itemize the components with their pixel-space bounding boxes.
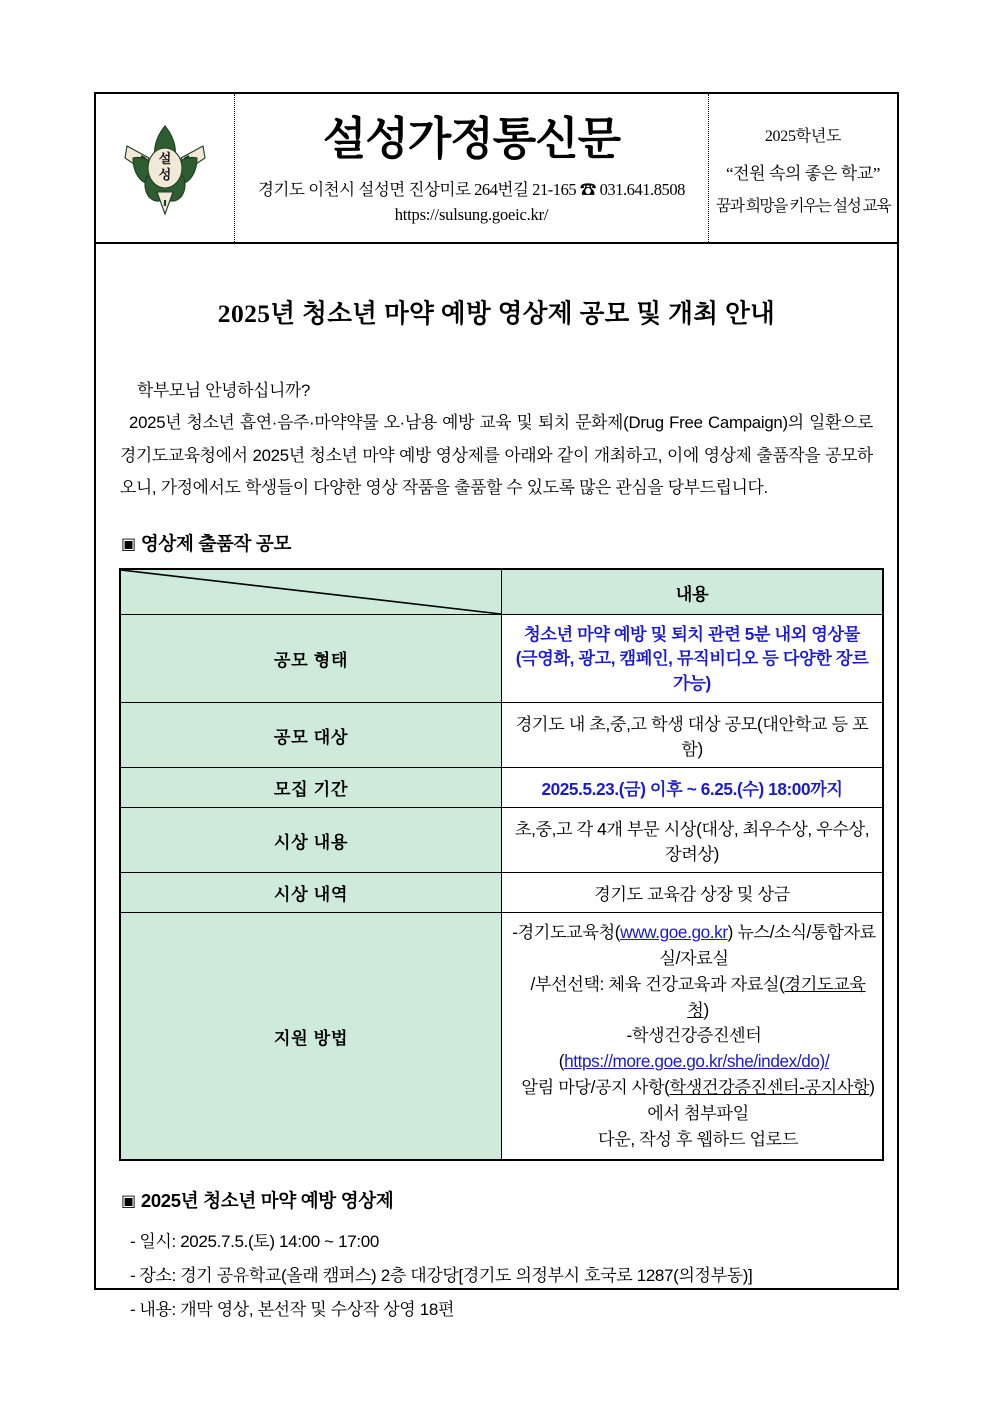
row-value-prize: 경기도 교육감 상장 및 상금 xyxy=(502,873,884,913)
list-item xyxy=(130,1293,875,1327)
apply-line-4 xyxy=(512,1075,876,1127)
masthead-slogan-cell xyxy=(709,94,897,242)
row-label-apply: 지원 방법 xyxy=(120,913,502,1161)
row-label-form: 공모 형태 xyxy=(120,615,502,703)
dash-marker: - xyxy=(130,1300,136,1320)
row-value-apply xyxy=(502,913,884,1161)
svg-text:설: 설 xyxy=(158,152,172,167)
square-bullet-icon: ▣ xyxy=(121,536,136,553)
table-header-content: 내용 xyxy=(502,569,884,615)
form-line1: 청소년 마약 예방 및 퇴치 관련 5분 내외 영상물 xyxy=(524,624,860,644)
apply-l4-underlined: 학생건강증진센터-공지사항 xyxy=(669,1077,870,1098)
greeting-line: 학부모님 안녕하십니까? xyxy=(137,381,311,400)
masthead-center xyxy=(235,94,709,242)
form-line2: (극영화, 광고, 캠페인, 뮤직비디오 등 다양한 장르 가능) xyxy=(515,648,869,693)
submission-info-table xyxy=(119,568,884,1161)
school-logo-cell xyxy=(96,94,235,242)
apply-l2-prefix: /부선선택: 체육 건강교육과 자료실( xyxy=(530,973,785,994)
apply-line-5: 다운, 작성 후 웹하드 업로드 xyxy=(597,1128,799,1149)
school-address: 경기도 이천시 설성면 진상미로 264번길 21-165 ☎ 031.641.8508 xyxy=(258,179,685,199)
intro-paragraph: 2025년 청소년 흡연·음주·마약약물 오·남용 예방 교육 및 퇴치 문화제(Drug Free Campaign)의 일환으로 경기도교육청에서 2025년 청소년 마약 예방 영상제를 아래와 같이 개최하고, 이에 영상제 출품작을 공모하오니, 가정에서도 학생들이 다양한 영상 작품을 출품할 수 있도록 많은 관심을 당부드립니다. xyxy=(120,413,873,497)
table-row xyxy=(120,913,883,1161)
row-value-form xyxy=(502,615,884,703)
apply-l1-suffix: ) 뉴스/소식/통합자료실/자료실 xyxy=(659,922,876,969)
row-label-prize: 시상 내역 xyxy=(120,873,502,913)
event-datetime: 일시: 2025.7.5.(토) 14:00 ~ 17:00 xyxy=(139,1232,379,1252)
event-content: 내용: 개막 영상, 본선작 및 수상작 상영 18편 xyxy=(139,1300,455,1320)
table-corner-diagonal-cell xyxy=(120,569,502,615)
page-title: 2025년 청소년 마약 예방 영상제 공모 및 개최 안내 xyxy=(217,299,776,328)
event-detail-list xyxy=(118,1225,875,1327)
apply-l4-prefix: 알림 마당/공지 사항( xyxy=(521,1077,670,1098)
paper-title: 설성가정통신문 xyxy=(322,114,621,165)
dash-marker: - xyxy=(130,1232,136,1252)
apply-line-1 xyxy=(512,922,875,968)
apply-l2-underlined: 경기도교육청 xyxy=(687,973,866,1020)
table-row xyxy=(120,768,883,808)
row-label-period: 모집 기간 xyxy=(120,768,502,808)
svg-text:성: 성 xyxy=(158,168,172,183)
section2-heading-label: 2025년 청소년 마약 예방 영상제 xyxy=(140,1190,394,1212)
section-heading-festival xyxy=(118,1187,875,1213)
event-venue: 장소: 경기 공유학교(올래 캠퍼스) 2층 대강당[경기도 의정부시 호국로 1287(의정부동)] xyxy=(139,1266,753,1286)
more-goe-link[interactable]: https://more.goe.go.kr/she/index/do)/ xyxy=(564,1051,830,1072)
row-label-awards: 시상 내용 xyxy=(120,808,502,873)
apply-line-3 xyxy=(559,1025,829,1071)
dash-marker: - xyxy=(130,1266,136,1286)
school-slogan: 꿈과 희망을 키우는 설성 교육 xyxy=(715,197,891,215)
row-label-target: 공모 대상 xyxy=(120,703,502,768)
apply-line-2 xyxy=(512,972,876,1024)
school-motto: “전원 속의 좋은 학교” xyxy=(725,163,881,183)
apply-l4-suffix: )에서 첨부파일 xyxy=(647,1077,875,1123)
section-heading-submission xyxy=(118,530,875,556)
square-bullet-icon: ▣ xyxy=(121,1193,136,1211)
table-header-row xyxy=(120,569,883,615)
row-value-target: 경기도 내 초,중,고 학생 대상 공모(대안학교 등 포함) xyxy=(502,703,884,768)
apply-l1-prefix: -경기도교육청( xyxy=(512,922,621,943)
intro-text xyxy=(118,375,875,504)
row-value-period: 2025.5.23.(금) 이후 ~ 6.25.(수) 18:00까지 xyxy=(502,768,884,808)
masthead xyxy=(96,94,897,244)
table-row xyxy=(120,808,883,873)
page-border xyxy=(94,92,899,1320)
table-row xyxy=(120,615,883,703)
school-leaf-emblem-icon xyxy=(119,118,211,218)
school-website-url: https://sulsung.goeic.kr/ xyxy=(394,204,549,224)
table-row xyxy=(120,873,883,913)
table-row xyxy=(120,703,883,768)
section1-heading-label: 영상제 출품작 공모 xyxy=(140,533,292,554)
school-year: 2025학년도 xyxy=(764,127,842,145)
apply-l3-prefix: -학생건강증진센터( xyxy=(558,1025,762,1072)
row-value-awards: 초,중,고 각 4개 부문 시상(대상, 최우수상, 우수상, 장려상) xyxy=(502,808,884,873)
diagonal-line-icon xyxy=(121,570,501,614)
document-body xyxy=(96,244,897,1320)
list-item xyxy=(130,1259,875,1293)
apply-l2-suffix: ) xyxy=(703,999,709,1020)
list-item xyxy=(130,1225,875,1259)
goe-website-link[interactable]: www.goe.go.kr xyxy=(620,922,728,943)
